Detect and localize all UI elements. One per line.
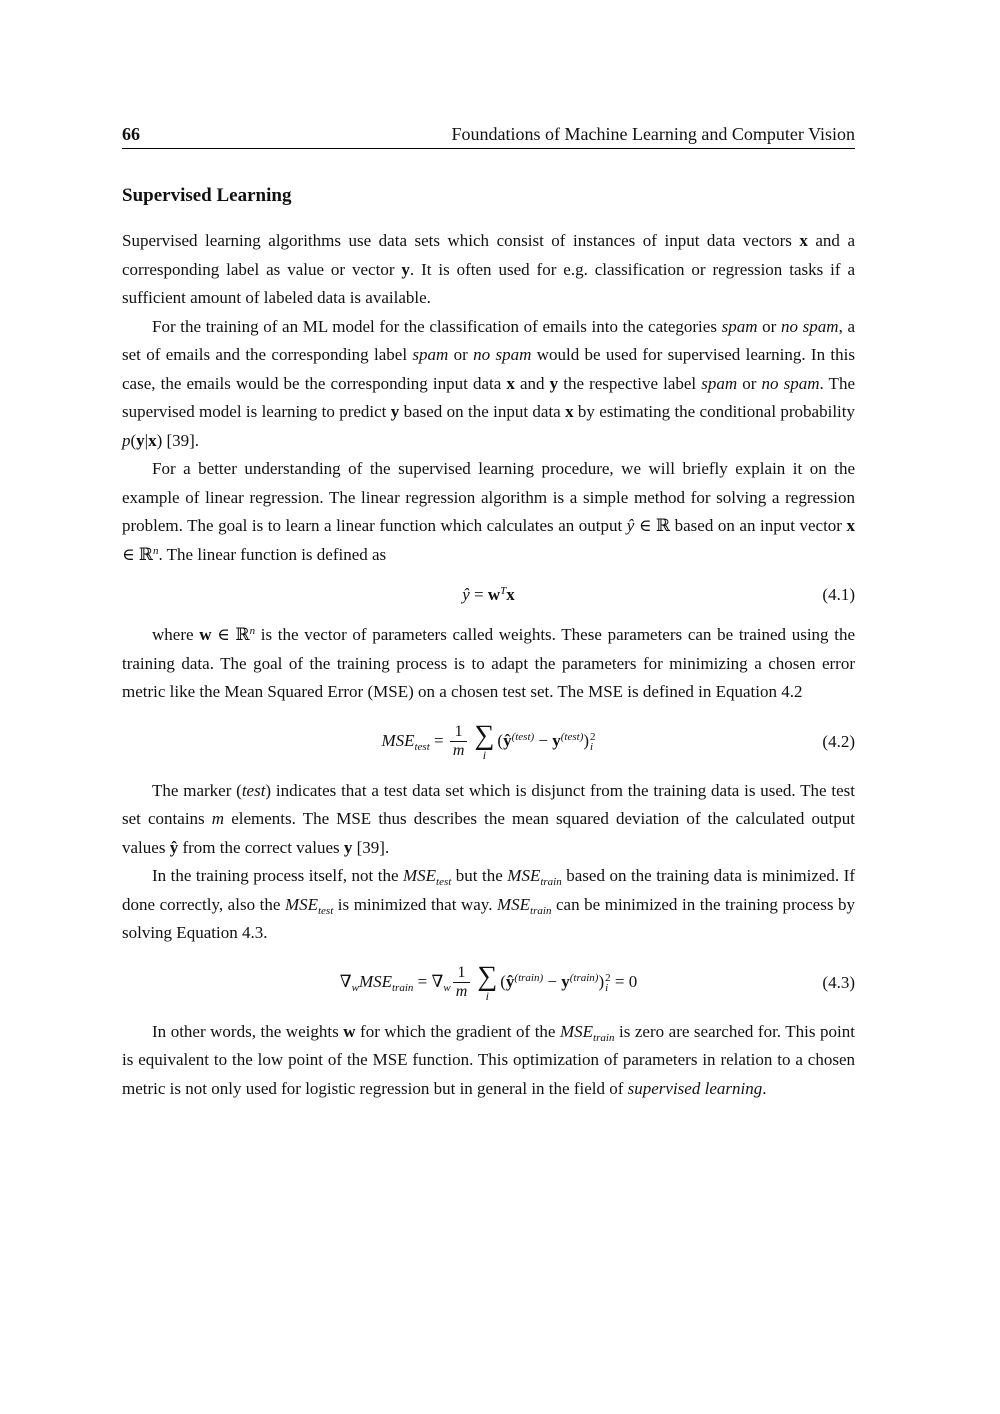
- text-segment: |: [144, 430, 149, 450]
- text-segment: x: [506, 373, 515, 393]
- equation: [122, 585, 855, 605]
- text-segment: is zero are searched for. This point is equivalent to the low point of the MSE function. This optimization of parameters in relation to a chosen metric is not only used for logistic regression but in general in the field of: [122, 1021, 855, 1098]
- text-segment: y: [549, 373, 559, 393]
- text-segment: can be minimized in the training process by solving Equation 4.3.: [122, 894, 855, 943]
- equation-number: (4.2): [822, 731, 855, 751]
- text-segment: −: [534, 730, 553, 750]
- text-segment: where: [152, 625, 200, 645]
- text-segment: y: [561, 971, 570, 991]
- text-segment: The marker (: [152, 780, 242, 800]
- section-heading: Supervised Learning: [122, 185, 292, 206]
- text-segment: (train): [514, 971, 544, 984]
- paragraph: [122, 227, 855, 313]
- text-segment: T: [500, 585, 507, 597]
- text-segment: train: [540, 876, 562, 889]
- paragraph: [122, 777, 855, 863]
- paragraph: [122, 862, 855, 948]
- text-segment: is minimized that way.: [333, 894, 497, 914]
- sum-icon: ∑: [474, 719, 495, 751]
- text-segment: [39].: [352, 837, 390, 857]
- text-segment: for which the gradient of the: [355, 1021, 560, 1041]
- text-segment: or: [448, 345, 474, 364]
- text-segment: MSE: [507, 866, 541, 886]
- paragraph: [122, 621, 855, 707]
- text-segment: test: [241, 780, 266, 800]
- text-segment: ) [39].: [156, 430, 200, 450]
- text-segment: MSE: [284, 894, 318, 914]
- text-segment: =: [429, 730, 448, 750]
- fraction-numerator: 1: [453, 964, 471, 983]
- text-segment: For a better understanding of the supervised learning procedure, we will briefly explain it on the example of linear regression. The linear regression algorithm is a simple method for solving a regression problem. The goal is to learn a linear function which calculates an output: [122, 459, 855, 535]
- text-segment: and: [514, 373, 550, 393]
- text-segment: based on the input data: [399, 402, 566, 421]
- text-segment: but the: [451, 866, 508, 886]
- text-segment: ∇: [431, 971, 444, 991]
- text-segment: w: [199, 625, 212, 645]
- text-segment: w: [487, 585, 501, 604]
- text-segment: MSE: [381, 730, 415, 750]
- text-segment: . The supervised model is learning to predict: [122, 373, 855, 421]
- text-segment: based on the training data is minimized. If done correctly, also the: [122, 866, 855, 914]
- subscript: i: [590, 740, 594, 753]
- text-segment: ∈ ℝ: [122, 544, 153, 564]
- superscript: 2: [605, 971, 611, 984]
- fraction: [450, 723, 468, 760]
- text-segment: ) indicates that a test data set which is disjunct from the training data is used. The test set contains: [122, 780, 855, 829]
- text-segment: (test): [560, 730, 584, 743]
- text-segment: , a set of emails and the corresponding label: [122, 316, 856, 364]
- text-segment: the respective label: [558, 373, 702, 393]
- superscript-subscript-pair: [590, 732, 596, 752]
- text-segment: In other words, the weights: [152, 1021, 344, 1041]
- text-segment: =: [469, 585, 488, 604]
- text-segment: ): [598, 971, 605, 991]
- text-segment: train: [593, 1031, 615, 1044]
- equation-number: (4.3): [822, 972, 855, 992]
- text-segment: or: [757, 316, 781, 336]
- equation-body: [339, 960, 638, 1003]
- text-segment: and a corresponding label as value or vector: [122, 231, 855, 279]
- body-text: [122, 227, 855, 1103]
- text-segment: MSE: [358, 971, 392, 991]
- summation: [477, 960, 498, 1003]
- text-segment: y: [136, 430, 145, 450]
- text-segment: y: [552, 730, 561, 750]
- text-segment: train: [530, 904, 552, 917]
- text-segment: (: [497, 730, 504, 750]
- text-segment: ŷ: [462, 585, 470, 604]
- summation: [474, 719, 495, 762]
- superscript: 2: [590, 730, 596, 743]
- text-segment: y: [343, 837, 353, 857]
- text-segment: n: [152, 544, 159, 557]
- text-segment: Supervised learning algorithms use data sets which consist of instances of input data vectors: [122, 231, 800, 250]
- equation: [122, 960, 855, 1003]
- text-segment: y: [390, 402, 400, 421]
- text-segment: no spam: [781, 316, 839, 336]
- text-segment: . It is often used for e.g. classification or regression tasks if a sufficient amount of labeled data is available.: [122, 259, 855, 307]
- paragraph: [122, 313, 855, 456]
- text-segment: ∈ ℝ: [211, 625, 250, 645]
- text-segment: ŷ: [503, 730, 512, 750]
- text-segment: would be used for supervised learning. In this case, the emails would be the corresponding input data: [122, 345, 855, 393]
- text-segment: x: [565, 402, 574, 421]
- text-segment: spam: [701, 373, 738, 393]
- fraction-denominator: m: [452, 742, 465, 760]
- text-segment: −: [543, 971, 562, 991]
- text-segment: In the training process itself, not the: [152, 866, 403, 886]
- text-column: [122, 0, 855, 1103]
- text-segment: ŷ: [505, 971, 515, 991]
- equation-body: [462, 585, 515, 605]
- text-segment: .: [762, 1078, 767, 1098]
- text-segment: no spam: [473, 345, 532, 364]
- equation-body: [381, 719, 596, 762]
- sum-index: i: [485, 988, 489, 1003]
- fraction-numerator: 1: [450, 723, 468, 742]
- text-segment: ŷ: [626, 516, 635, 535]
- fraction-denominator: m: [455, 983, 468, 1001]
- text-segment: no spam: [761, 373, 820, 393]
- text-segment: w: [343, 1021, 356, 1041]
- text-segment: test: [317, 904, 334, 917]
- text-segment: test: [436, 876, 452, 889]
- text-segment: x: [148, 430, 157, 450]
- equation: [122, 719, 855, 762]
- text-segment: w: [351, 981, 359, 994]
- text-segment: m: [211, 809, 225, 829]
- text-segment: For the training of an ML model for the classification of emails into the categories: [152, 316, 722, 336]
- page-header: [122, 0, 855, 149]
- equation-number: (4.1): [822, 584, 855, 604]
- paragraph: [122, 1018, 855, 1104]
- text-segment: spam: [721, 316, 758, 336]
- text-segment: spam: [412, 345, 449, 364]
- text-segment: p: [122, 430, 131, 450]
- text-segment: ): [583, 730, 590, 750]
- text-segment: x: [506, 585, 515, 604]
- paragraph: [122, 455, 855, 569]
- text-segment: by estimating the conditional probability: [573, 402, 855, 421]
- fraction: [453, 964, 471, 1001]
- sum-icon: ∑: [477, 960, 498, 992]
- text-segment: ∈ ℝ based on an input vector: [634, 516, 847, 535]
- text-segment: y: [401, 259, 410, 279]
- subscript: i: [605, 981, 609, 994]
- page-number: 66: [122, 124, 140, 144]
- text-segment: MSE: [560, 1021, 594, 1041]
- text-segment: train: [392, 981, 414, 994]
- text-segment: x: [799, 231, 808, 250]
- sum-index: i: [482, 747, 487, 762]
- text-segment: supervised learning: [627, 1078, 763, 1098]
- text-segment: or: [737, 373, 762, 393]
- text-segment: MSE: [402, 866, 437, 886]
- text-segment: test: [414, 740, 430, 753]
- text-segment: =: [413, 971, 432, 991]
- text-segment: (test): [511, 730, 535, 743]
- text-segment: (: [500, 971, 506, 991]
- text-segment: is the vector of parameters called weights. These parameters can be trained using the training data. The goal of the training process is to adapt the parameters for minimizing a chosen error metric like the Mean Squared Error (MSE) on a chosen test set. The MSE is defined in Equation 4.2: [122, 625, 855, 702]
- text-segment: (train): [569, 971, 599, 984]
- text-segment: x: [846, 516, 855, 535]
- text-segment: ŷ: [169, 837, 179, 857]
- text-segment: = 0: [610, 971, 638, 991]
- text-segment: (: [130, 430, 137, 450]
- text-segment: ∇: [339, 971, 352, 991]
- text-segment: from the correct values: [178, 837, 344, 857]
- running-title: Foundations of Machine Learning and Computer Vision: [451, 124, 855, 144]
- text-segment: MSE: [497, 894, 531, 914]
- text-segment: elements. The MSE thus describes the mean squared deviation of the calculated output values: [122, 809, 855, 857]
- text-segment: n: [249, 625, 256, 638]
- text-segment: . The linear function is defined as: [158, 544, 387, 564]
- text-segment: w: [443, 981, 451, 994]
